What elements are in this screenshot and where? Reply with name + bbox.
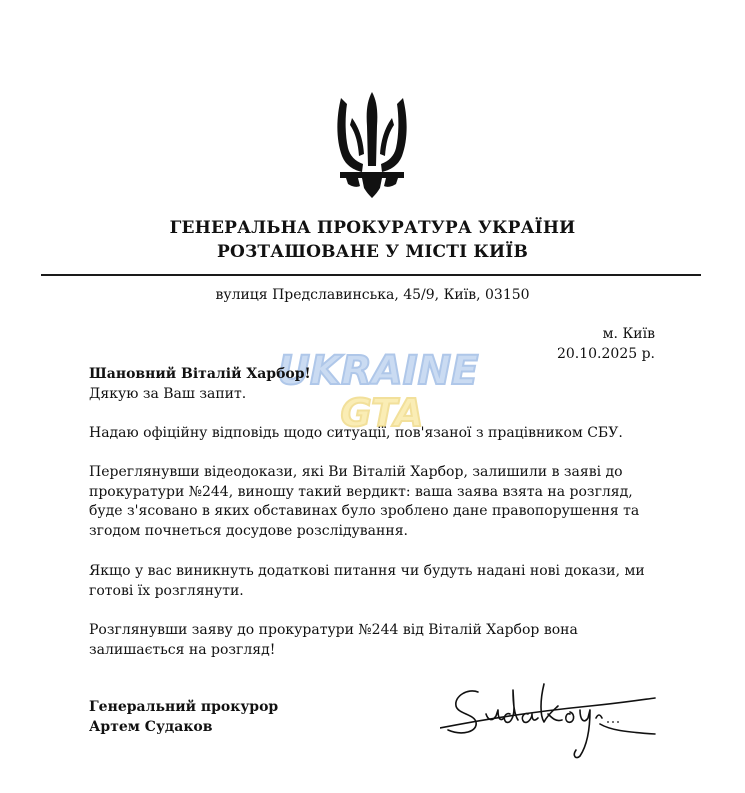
watermark-line1: UKRAINE [277,348,479,394]
letter-paragraph: Розглянувши заяву до прокуратури №244 від Віталій Харбор вона залишається на розгляд! [89,622,578,658]
header-divider [41,274,701,276]
letter-paragraph: Надаю офіційну відповідь щодо ситуації, пов'язаної з працівником СБУ. [89,425,623,441]
letter-city: м. Київ [602,326,655,342]
trident-icon [336,92,408,198]
letter-paragraph: Переглянувши відеодокази, які Ви Віталій Харбор, залишили в заяві до прокуратури №244, виношу такий вердикт: ваша заява взята на розгляд, буде з'ясовано в яких обставинах було зроблено дане правопорушення та згодом почнеться досудове розслідування. [89,464,640,539]
watermark-line2: GTA [340,391,424,434]
signatory-name: Артем Судаков [89,719,213,735]
letter-paragraph: Якщо у вас виникнуть додаткові питання чи будуть надані нові докази, ми готові їх розглянути. [89,563,645,599]
letter-date: 20.10.2025 р. [556,346,655,362]
letter-greeting: Шановний Віталій Харбор! [89,366,311,382]
organization-location: РОЗТАШОВАНЕ У МІСТІ КИЇВ [216,242,529,262]
signatory-title: Генеральний прокурор [89,699,279,715]
handwritten-signature [440,670,660,765]
letter-paragraph: Дякую за Ваш запит. [89,386,247,402]
organization-name: ГЕНЕРАЛЬНА ПРОКУРАТУРА УКРАЇНИ [169,218,576,238]
organization-address: вулиця Предславинська, 45/9, Київ, 03150 [215,287,530,303]
